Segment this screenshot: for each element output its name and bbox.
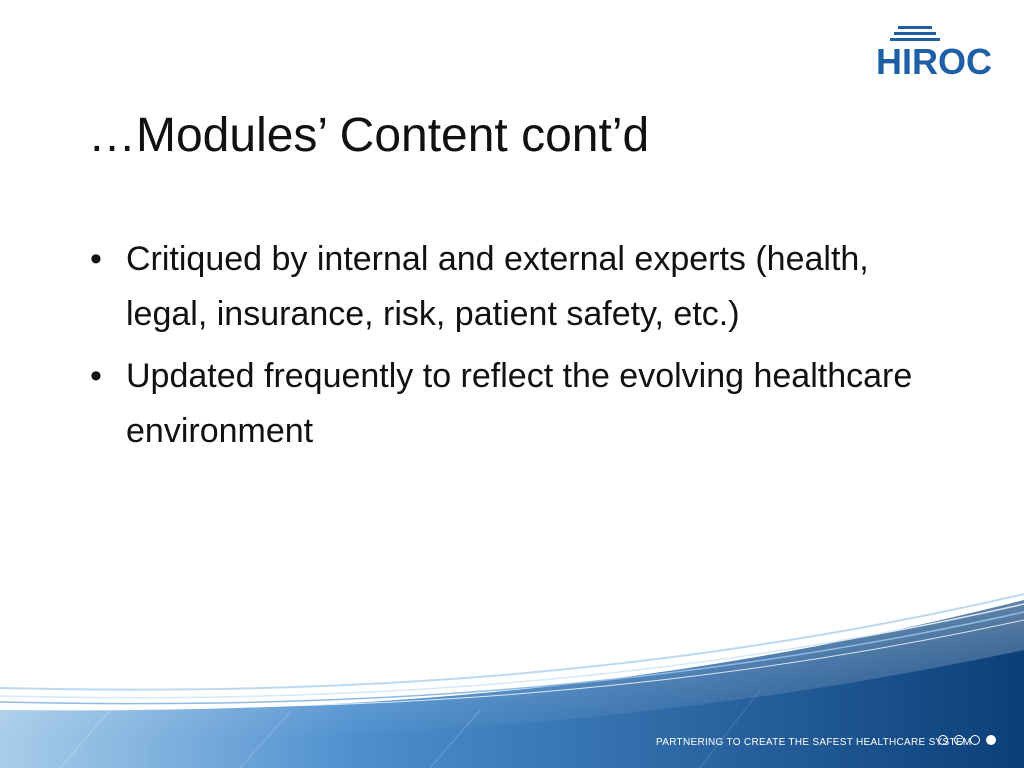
slide-nav-dots: [938, 735, 996, 745]
hiroc-logo-text: HIROC: [876, 41, 992, 82]
bullet-marker: •: [90, 240, 102, 278]
nav-dot: [954, 735, 964, 745]
bullet-item: [88, 232, 918, 342]
bullet-text: Critiqued by internal and external experts (health, legal, insurance, risk, patient safety, etc.): [126, 240, 869, 333]
bullet-text: Updated frequently to reflect the evolving healthcare environment: [126, 357, 913, 450]
nav-dot: [938, 735, 948, 745]
nav-dot: [970, 735, 980, 745]
bullet-marker: •: [90, 357, 102, 395]
bullet-list: [88, 232, 918, 466]
hiroc-logo: [868, 22, 1000, 84]
bullet-item: [88, 349, 918, 459]
slide-title: …Modules’ Content cont’d: [88, 109, 650, 162]
footer-tagline: PARTNERING TO CREATE THE SAFEST HEALTHCARE SYSTEM: [656, 737, 972, 748]
nav-dot-active: [986, 735, 996, 745]
hiroc-logo-graphic: [868, 22, 1000, 84]
